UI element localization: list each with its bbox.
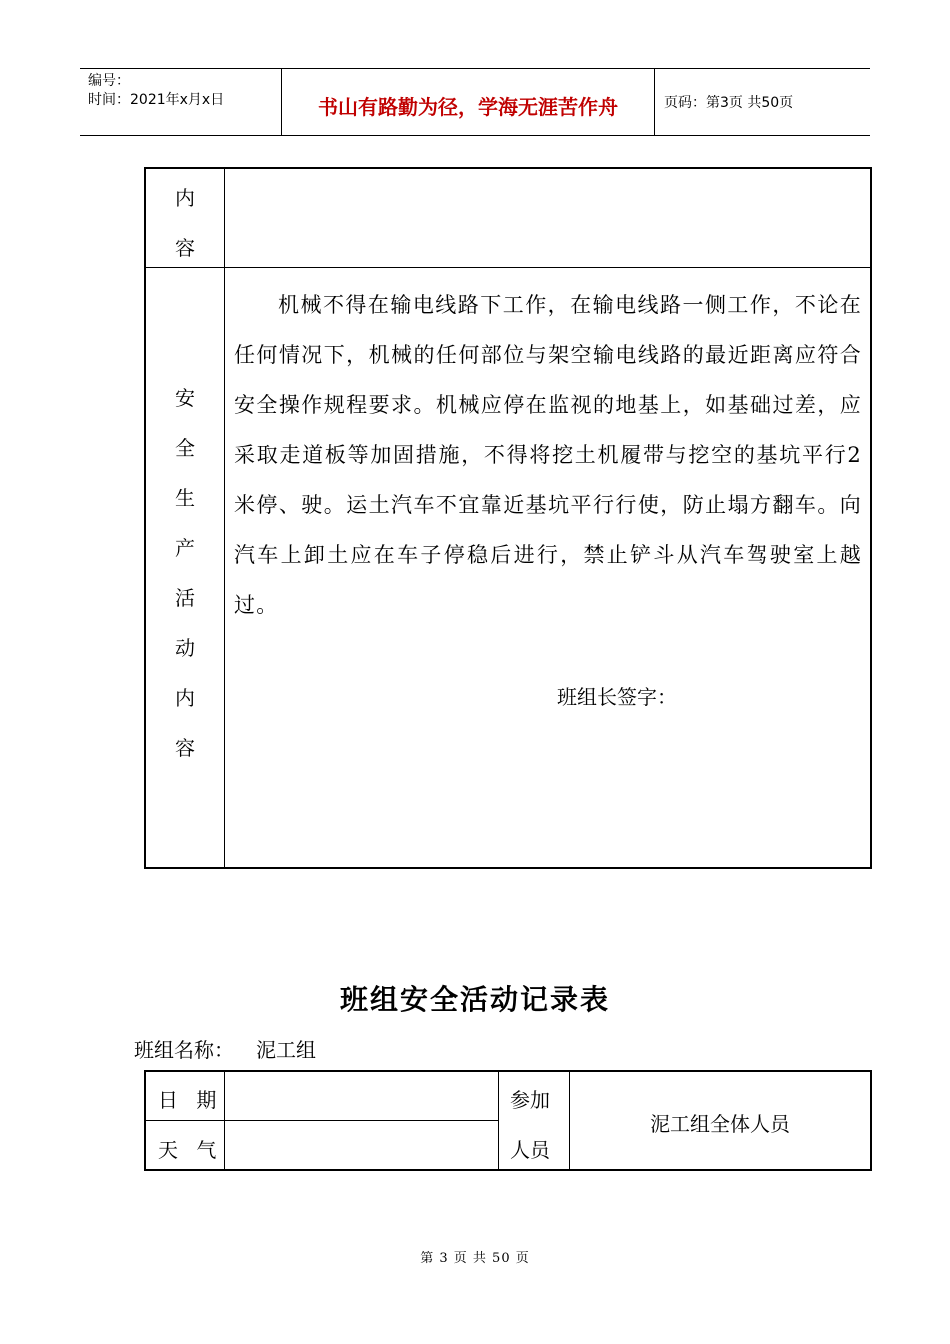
form-bottom-border (144, 1169, 872, 1171)
date-value-cell[interactable] (226, 1072, 496, 1118)
header-divider-right (654, 68, 655, 136)
table-column-divider (224, 167, 225, 869)
serial-label: 编号： (88, 73, 130, 89)
table-row-divider (144, 267, 872, 268)
safety-content-paragraph: 机械不得在输电线路下工作，在输电线路一侧工作，不论在任何情况下，机械的任何部位与架空输电线路的最近距离应符合安全操作规程要求。机械应停在监视的地基上，如基础过差，应采取走道板等加固措施，不得将挖土机履带与挖空的基坑平行2米停、驶。运土汽车不宜靠近基坑平行行使，防止塌方翻车。向汽车上卸土应在车子停稳后进行，禁止铲斗从汽车驾驶室上越过。 (234, 293, 862, 617)
weather-value-cell[interactable] (226, 1122, 496, 1168)
form-divider-2 (498, 1070, 499, 1171)
row1-label-char: 内 (175, 186, 195, 210)
row1-label-char: 容 (175, 236, 195, 260)
table-right-border (870, 167, 872, 869)
participants-value: 泥工组全体人员 (650, 1112, 790, 1136)
form-divider-3 (569, 1070, 570, 1171)
form-divider-1 (224, 1070, 225, 1171)
row2-label-char: 容 (175, 736, 195, 760)
time-label: 时间：2021年x月x日 (88, 92, 225, 108)
page-footer: 第 3 页 共 50 页 (420, 1251, 530, 1266)
form-left-border (144, 1070, 146, 1171)
form-row-divider (144, 1120, 498, 1121)
date-label: 日 期 (158, 1088, 223, 1112)
form-right-border (870, 1070, 872, 1171)
table-top-border (144, 167, 872, 169)
row2-label-char: 全 (175, 436, 195, 460)
row2-label-char: 动 (175, 636, 195, 660)
weather-label: 天 气 (158, 1138, 223, 1162)
table-bottom-border (144, 867, 872, 869)
header-page-info: 页码：第3页 共50页 (664, 95, 794, 111)
team-name-value: 泥工组 (256, 1038, 316, 1062)
participants-label-line1: 参加 (510, 1088, 550, 1112)
row2-label-char: 活 (175, 586, 195, 610)
header-motto: 书山有路勤为径，学海无涯苦作舟 (318, 95, 618, 119)
table-left-border (144, 167, 146, 869)
participants-label-line2: 人员 (510, 1138, 550, 1162)
team-name-label: 班组名称： (134, 1038, 234, 1062)
header-bottom-rule (80, 135, 870, 136)
team-leader-signature-label: 班组长签字： (557, 685, 677, 709)
row2-label-char: 生 (175, 486, 195, 510)
header-top-rule (80, 68, 870, 69)
row2-label-char: 产 (175, 536, 195, 560)
row2-label-char: 内 (175, 686, 195, 710)
record-form-title: 班组安全活动记录表 (339, 983, 610, 1016)
row2-label-char: 安 (175, 386, 195, 410)
